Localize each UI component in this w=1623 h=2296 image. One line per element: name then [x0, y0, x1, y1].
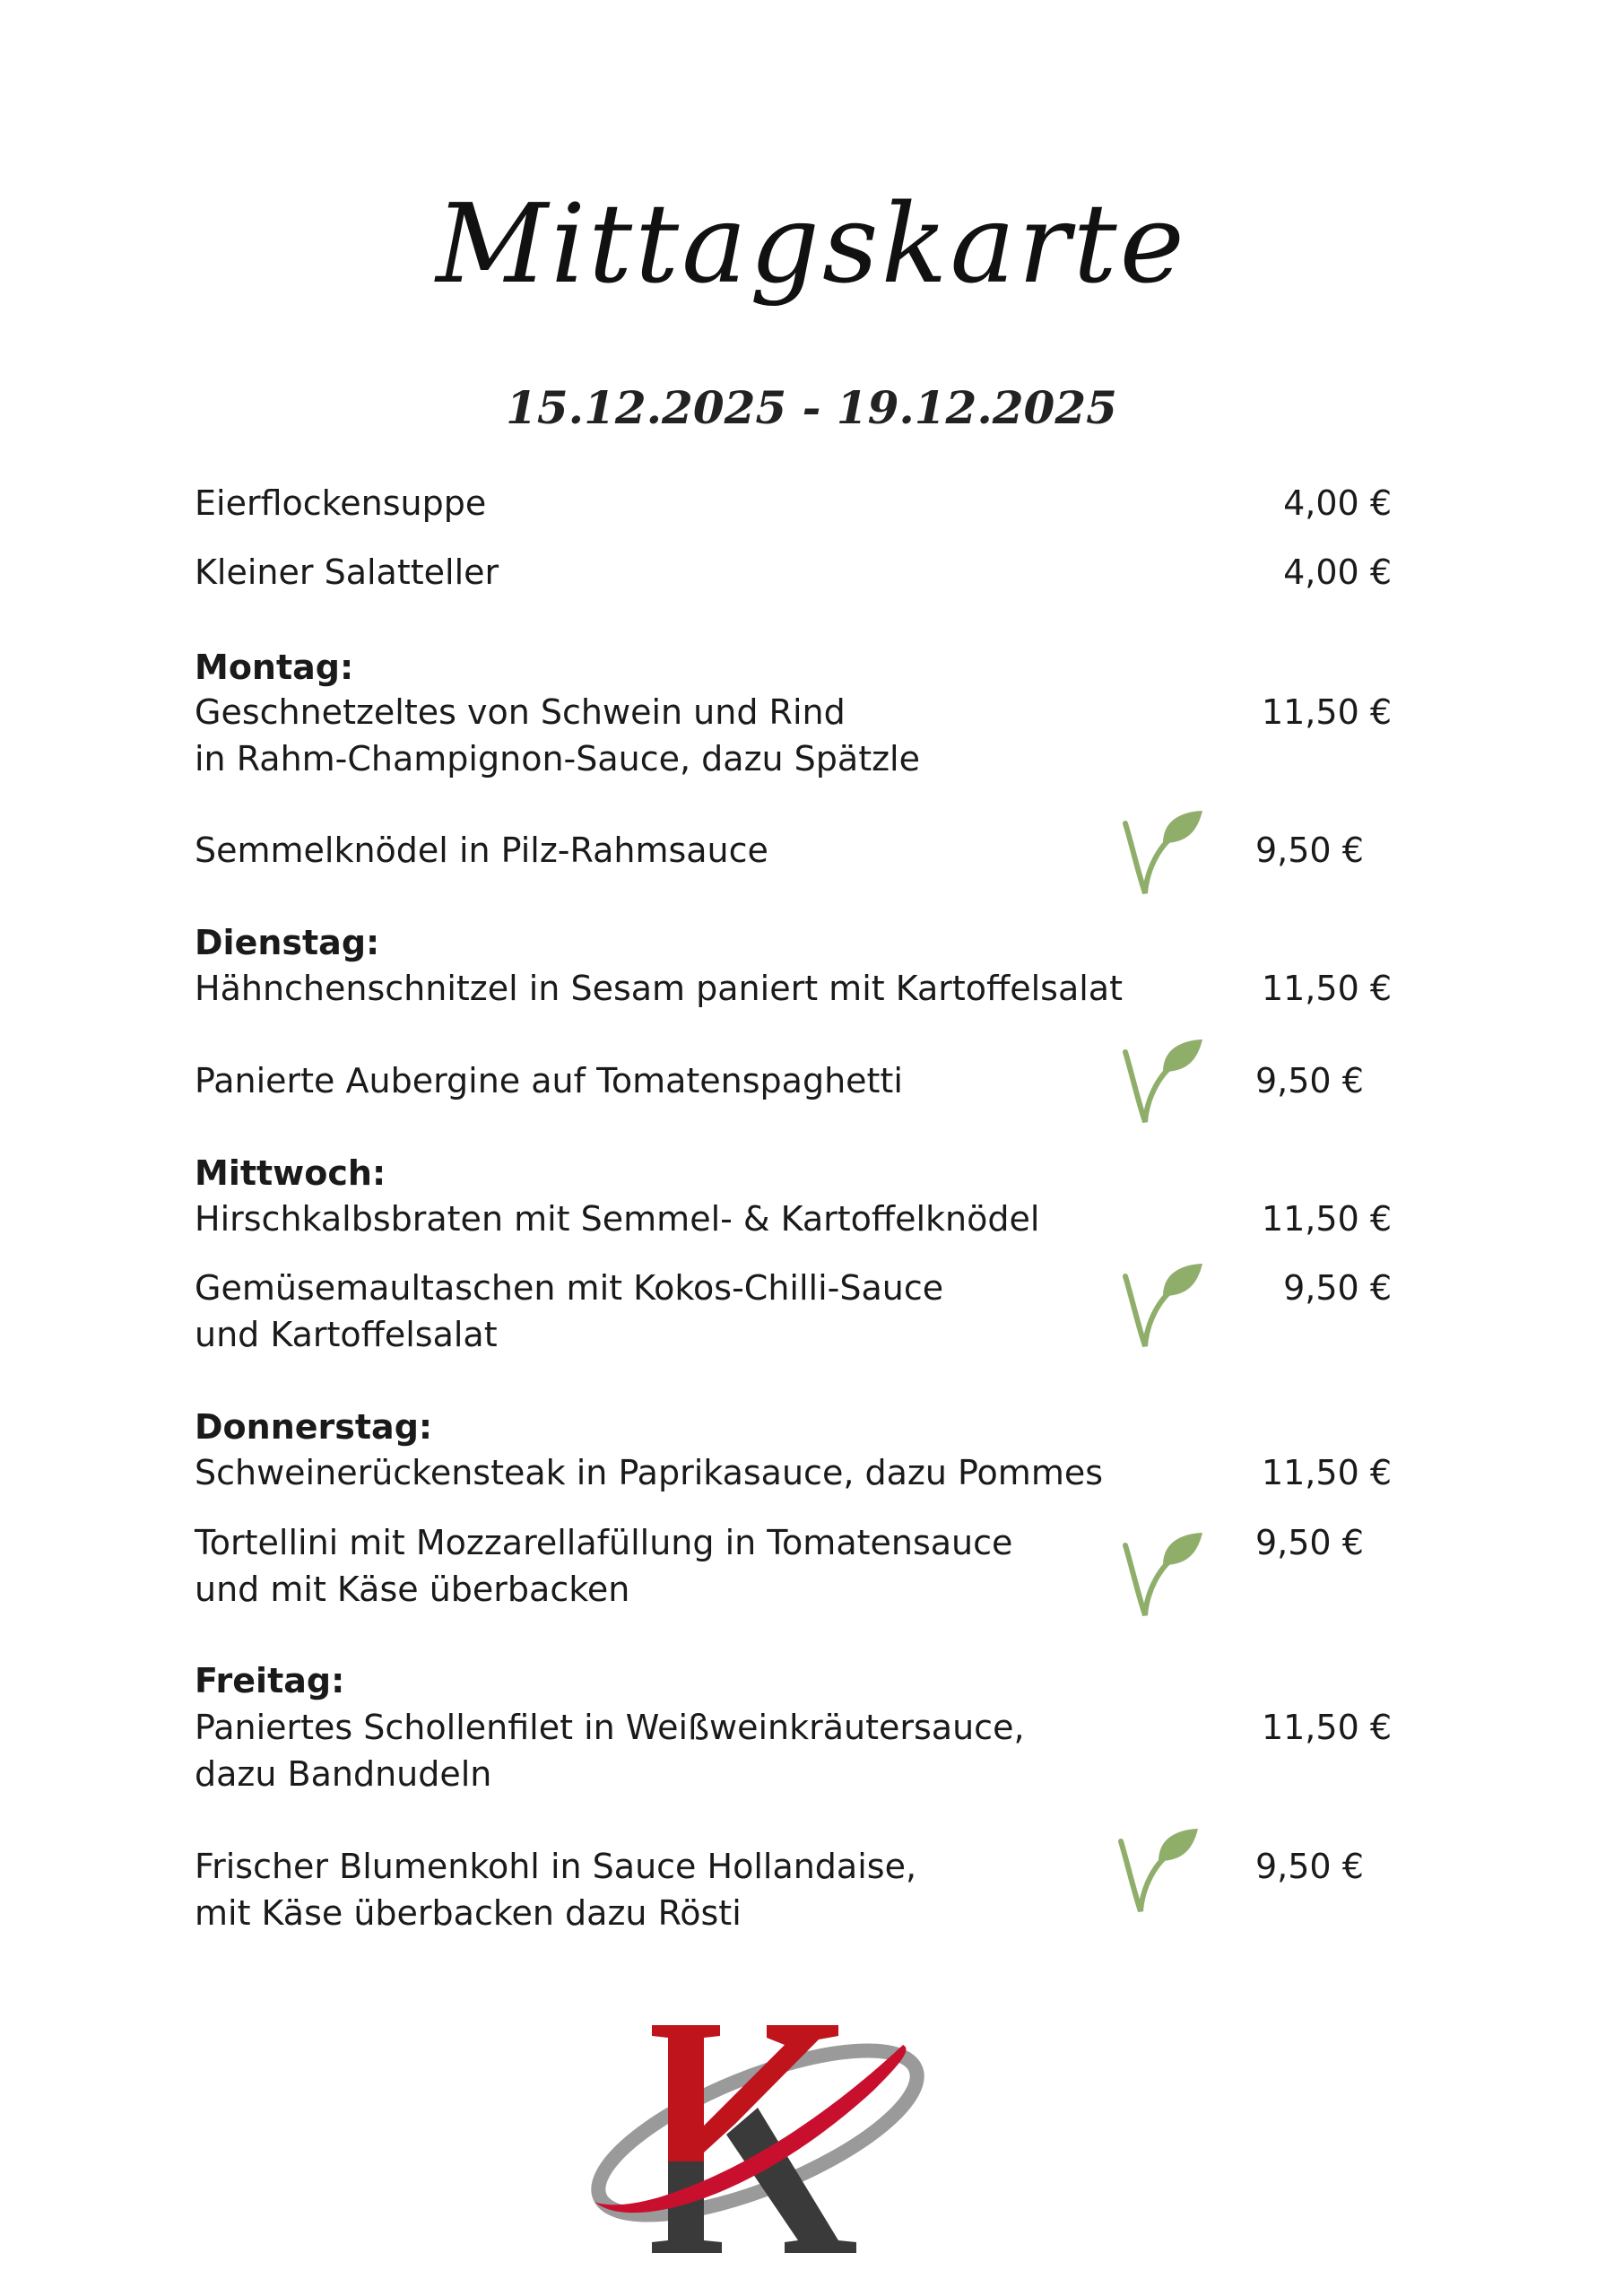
dish-price: 11,50 €: [1261, 692, 1392, 732]
dish-price: 11,50 €: [1261, 1199, 1392, 1239]
day-heading-dienstag: Dienstag:: [195, 923, 380, 962]
veggie-leaf-icon: [1116, 1036, 1206, 1126]
dish-line: Hirschkalbsbraten mit Semmel- & Kartoffelknödel: [195, 1199, 1040, 1239]
dish-line: Panierte Aubergine auf Tomatenspaghetti: [195, 1061, 903, 1100]
starter-name: Eierflockensuppe: [195, 483, 487, 523]
dish-price: 9,50 €: [1255, 1523, 1364, 1562]
dish-line: Schweinerückensteak in Paprikasauce, dazu Pommes: [195, 1453, 1104, 1492]
dish-line: mit Käse überbacken dazu Rösti: [195, 1893, 742, 1933]
day-heading-freitag: Freitag:: [195, 1661, 345, 1700]
dish-line: und mit Käse überbacken: [195, 1570, 630, 1609]
dish-price: 11,50 €: [1261, 1453, 1392, 1492]
starter-price: 4,00 €: [1283, 483, 1392, 523]
date-range: 15.12.2025 - 19.12.2025: [506, 381, 1117, 434]
dish-line: Hähnchenschnitzel in Sesam paniert mit Kartoffelsalat: [195, 969, 1123, 1008]
veggie-leaf-icon: [1116, 1529, 1206, 1619]
dish-price: 9,50 €: [1255, 1061, 1364, 1100]
dish-line: dazu Bandnudeln: [195, 1754, 492, 1794]
dish-line: Geschnetzeltes von Schwein und Rind: [195, 692, 846, 732]
dish-price: 9,50 €: [1255, 831, 1364, 870]
dish-line: und Kartoffelsalat: [195, 1315, 498, 1354]
dish-line: Tortellini mit Mozzarellafüllung in Tomatensauce: [195, 1523, 1013, 1562]
page-title: Mittagskarte: [436, 180, 1187, 308]
dish-price: 11,50 €: [1261, 969, 1392, 1008]
dish-line: in Rahm-Champignon-Sauce, dazu Spätzle: [195, 739, 920, 778]
dish-price: 9,50 €: [1255, 1847, 1364, 1886]
day-heading-mittwoch: Mittwoch:: [195, 1153, 386, 1193]
starter-price: 4,00 €: [1283, 552, 1392, 592]
dish-line: Gemüsemaultaschen mit Kokos-Chilli-Sauce: [195, 1268, 944, 1308]
dish-line: Semmelknödel in Pilz-Rahmsauce: [195, 831, 768, 870]
dish-line: Paniertes Schollenfilet in Weißweinkräutersauce,: [195, 1708, 1025, 1747]
veggie-leaf-icon: [1116, 807, 1206, 897]
dish-price: 9,50 €: [1283, 1268, 1392, 1308]
day-heading-montag: Montag:: [195, 648, 354, 687]
veggie-leaf-icon: [1112, 1825, 1202, 1915]
restaurant-logo: [578, 2018, 937, 2260]
dish-price: 11,50 €: [1261, 1708, 1392, 1747]
veggie-leaf-icon: [1116, 1260, 1206, 1350]
starter-name: Kleiner Salatteller: [195, 552, 499, 592]
dish-line: Frischer Blumenkohl in Sauce Hollandaise,: [195, 1847, 917, 1886]
day-heading-donnerstag: Donnerstag:: [195, 1407, 433, 1447]
